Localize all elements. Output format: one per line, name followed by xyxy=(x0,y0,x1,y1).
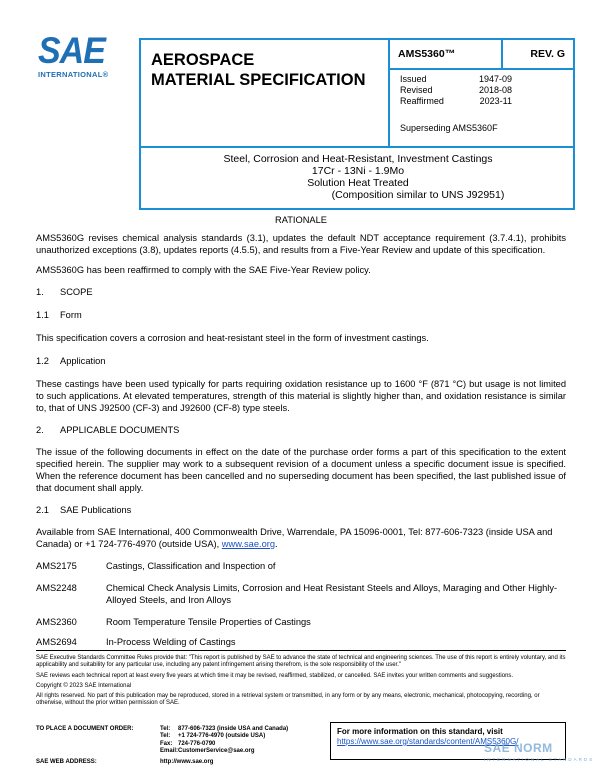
section-number: 2. xyxy=(36,425,44,435)
subject-line: 17Cr - 13Ni - 1.9Mo xyxy=(311,165,405,177)
standard-page-link[interactable]: https://www.sae.org/standards/content/AMS5360G/ xyxy=(337,737,519,746)
contact-value: +1 724-776-4970 (outside USA) xyxy=(178,733,266,740)
section-title: APPLICABLE DOCUMENTS xyxy=(60,425,180,435)
title-line-2: MATERIAL SPECIFICATION xyxy=(151,71,366,89)
section-paragraph xyxy=(36,526,566,550)
subject-line: (Composition similar to UNS J92951) xyxy=(331,189,505,201)
order-contacts xyxy=(36,726,336,755)
contact-key: http: xyxy=(160,759,174,765)
section-title: Application xyxy=(60,356,106,366)
watermark-logo: SAE NORM xyxy=(484,741,553,755)
reference-item xyxy=(36,616,566,628)
document-dates xyxy=(390,70,575,148)
section-number: 1.1 xyxy=(36,310,49,320)
reference-title: Room Temperature Tensile Properties of Castings xyxy=(106,617,311,627)
title-line-1: AEROSPACE xyxy=(151,51,255,69)
footer-paragraph: SAE Executive Standards Committee Rules provide that: "This report is published by SAE to advance the state of technical and engineering sciences. The use of this report is entirely voluntary, and its applicability and suitability for any particular use, including any patent infringement arising therefrom, is the sole responsibility of the user." xyxy=(36,655,566,669)
section-number: 2.1 xyxy=(36,505,49,515)
watermark-subtext: INTERNATIONAL STANDARDS xyxy=(484,757,595,762)
publication-source-text: Available from SAE International, 400 Commonwealth Drive, Warrendale, PA 15096-0001, Tel: 877-606-7323 (inside USA and Canada) or +1 724-776-4970 (outside USA), xyxy=(36,527,553,549)
more-info-title: For more information on this standard, visit xyxy=(337,727,503,736)
contact-row xyxy=(36,741,336,748)
period: . xyxy=(275,539,278,549)
logo-subtext: INTERNATIONAL® xyxy=(38,70,109,79)
copyright-notice: Copyright © 2023 SAE International xyxy=(36,682,132,689)
date-label: Reaffirmed xyxy=(400,96,444,106)
subject-line: Steel, Corrosion and Heat-Resistant, Investment Castings xyxy=(223,153,493,165)
section-title: SAE Publications xyxy=(60,505,132,515)
section-paragraph: These castings have been used typically for parts requiring oxidation resistance up to 1600 °F (871 °C) but usage is not limited to such applications. At elevated temperatures, strength of this material is slightly higher than, and oxidation resistance is similar to, that of UNS J92500 (CF-3) and J92600 (CF-8) type steels. xyxy=(36,379,566,413)
section-heading xyxy=(36,286,566,298)
reference-title: In-Process Welding of Castings xyxy=(106,637,236,647)
rationale-paragraph: AMS5360G has been reaffirmed to comply with the SAE Five-Year Review policy. xyxy=(36,265,371,275)
date-label: Revised xyxy=(400,85,433,95)
footer-paragraph: All rights reserved. No part of this publication may be reproduced, stored in a retrieval system or transmitted, in any form or by any means, electronic, mechanical, photocopying, recording, or otherwise, without the prior written permission of SAE. xyxy=(36,693,540,707)
contact-row xyxy=(36,733,336,740)
document-header xyxy=(139,38,575,210)
spacer xyxy=(36,748,160,755)
revision-label: REV. G xyxy=(503,40,575,70)
section-title: Form xyxy=(60,310,82,320)
document-type-title xyxy=(141,40,390,148)
reference-item xyxy=(36,582,566,606)
section-heading xyxy=(36,504,566,516)
date-value: 2023-11 xyxy=(479,96,512,106)
reference-code: AMS2248 xyxy=(36,583,77,593)
date-value: 1947-09 xyxy=(478,74,512,84)
section-heading xyxy=(36,355,566,367)
section-heading xyxy=(36,424,566,436)
reference-title: Chemical Check Analysis Limits, Corrosion and Heat Resistant Steels and Alloys, Maraging and Other Highly-Alloyed Steels, and Iron Alloys xyxy=(106,583,558,605)
subject-line: Solution Heat Treated xyxy=(307,177,409,189)
contact-value: 877-606-7323 (inside USA and Canada) xyxy=(178,726,289,732)
contact-key: Tel: xyxy=(160,726,171,732)
section-paragraph: This specification covers a corrosion and heat-resistant steel in the form of investment castings. xyxy=(36,333,429,343)
reference-code: AMS2694 xyxy=(36,637,77,647)
contact-value: //www.sae.org xyxy=(173,759,214,765)
spacer xyxy=(36,733,160,740)
contact-value: 724-776-0790 xyxy=(178,740,216,747)
order-label: TO PLACE A DOCUMENT ORDER: xyxy=(36,726,134,732)
section-title: SCOPE xyxy=(60,287,93,297)
date-row-revised xyxy=(400,85,512,96)
date-label: Issued xyxy=(400,74,427,84)
date-value: 2018-08 xyxy=(478,85,512,95)
contact-key: Fax: xyxy=(160,740,173,747)
superseding-note: Superseding AMS5360F xyxy=(400,123,498,133)
contact-value: CustomerService@sae.org xyxy=(178,747,255,754)
reference-code: AMS2175 xyxy=(36,561,77,571)
web-address-label: SAE WEB ADDRESS: xyxy=(36,759,97,765)
reference-item xyxy=(36,636,566,648)
web-address-row xyxy=(36,759,213,765)
footer-paragraph: SAE reviews each technical report at least every five years at which time it may be revised, reaffirmed, stabilized, or cancelled. SAE invites your written comments and suggestions. xyxy=(36,672,514,679)
spacer xyxy=(36,741,160,748)
legal-footer xyxy=(36,650,566,711)
sae-logo xyxy=(38,30,120,86)
contact-row xyxy=(36,748,336,755)
date-row-reaffirmed xyxy=(400,96,512,107)
document-number: AMS5360™ xyxy=(390,40,503,70)
section-number: 1.2 xyxy=(36,356,49,366)
date-row-issued xyxy=(400,74,512,85)
section-heading xyxy=(36,309,566,321)
document-subject xyxy=(141,148,575,210)
logo-mark: SAE xyxy=(38,30,105,72)
reference-title: Castings, Classification and Inspection of xyxy=(106,561,276,571)
contact-key: Email: xyxy=(160,747,179,754)
rationale-paragraph: AMS5360G revises chemical analysis standards (3.1), updates the default NDT acceptance requirement (3.7.4.1), prohibits unauthorized exceptions (3.8), updates reports (4.5.5), and results from a Five-Year Review and update of this specification. xyxy=(36,233,566,255)
rationale-heading: RATIONALE xyxy=(274,215,327,225)
reference-code: AMS2360 xyxy=(36,617,77,627)
contact-row xyxy=(36,726,336,733)
section-paragraph: The issue of the following documents in effect on the date of the purchase order forms a part of this specification to the extent specified herein. The supplier may work to a subsequent revision of a document unless a specific document issue is specified. When the reference document has been cancelled and no superseding document has been specified, the last published issue of that document shall apply. xyxy=(36,447,566,493)
contact-key: Tel: xyxy=(160,733,171,740)
sae-website-link[interactable]: www.sae.org xyxy=(221,539,276,549)
document-body xyxy=(36,214,566,648)
reference-item xyxy=(36,560,566,572)
section-number: 1. xyxy=(36,287,44,297)
